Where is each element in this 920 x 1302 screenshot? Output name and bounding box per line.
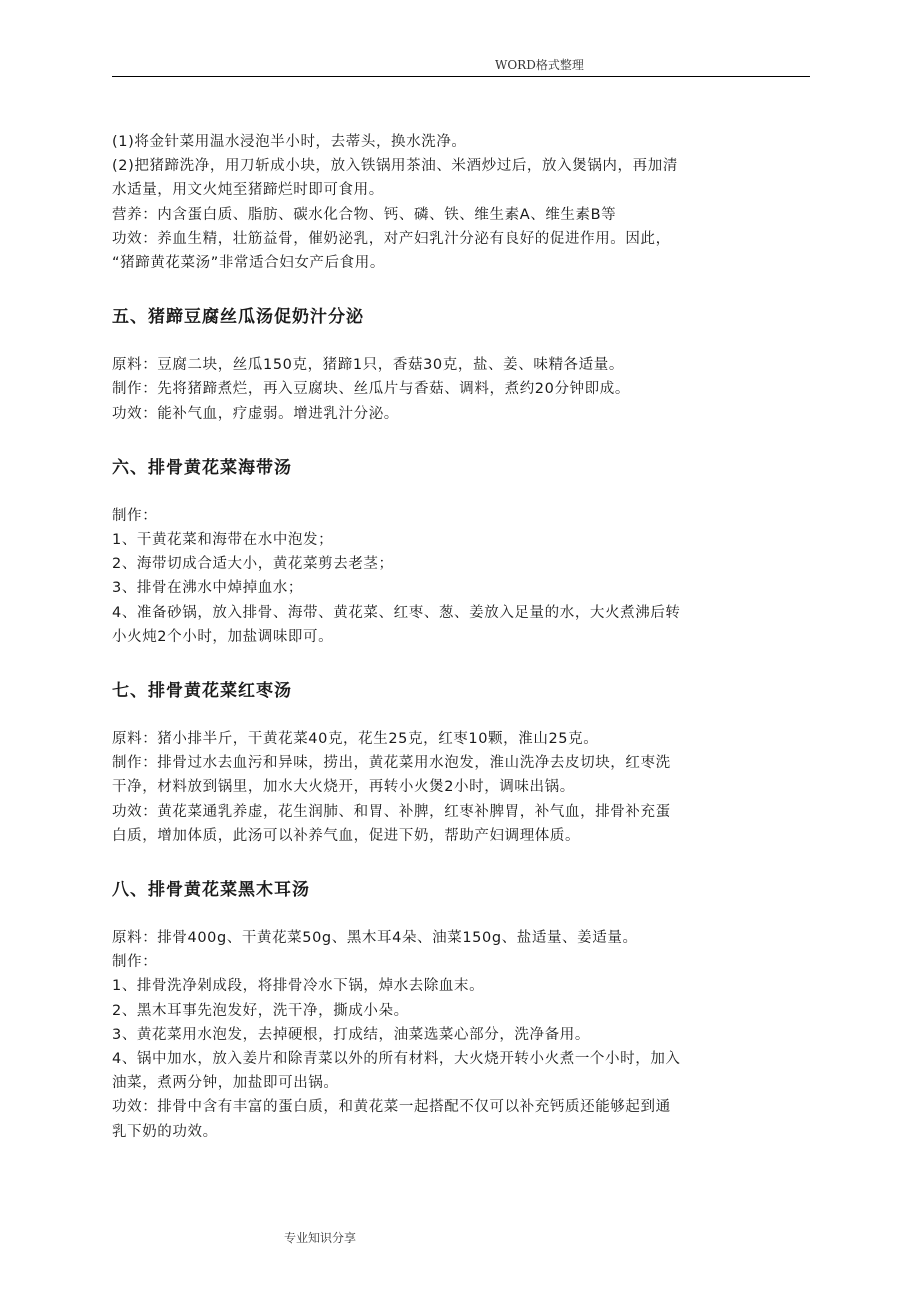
section-line: 4、锅中加水，放入姜片和除青菜以外的所有材料，大火烧开转小火煮一个小时，加入: [112, 1051, 681, 1068]
section-line: 原料：排骨400g、干黄花菜50g、黑木耳4朵、油菜150g、盐适量、姜适量。: [112, 930, 638, 947]
section-line: 制作：排骨过水去血污和异味，捞出，黄花菜用水泡发，淮山洗净去皮切块，红枣洗: [112, 755, 671, 772]
section-line: 2、黑木耳事先泡发好，洗干净，撕成小朵。: [112, 1002, 409, 1019]
intro-line: (2)把猪蹄洗净，用刀斩成小块，放入铁锅用茶油、米酒炒过后，放入煲锅内，再加清: [112, 158, 678, 175]
section-line: 制作：: [112, 507, 158, 524]
section-body: [112, 353, 810, 426]
section-body: [112, 727, 810, 848]
section-line: 3、黄花菜用水泡发，去掉硬根，打成结，油菜选菜心部分，洗净备用。: [112, 1026, 590, 1043]
section-line: 制作：: [112, 954, 158, 971]
intro-line: 水适量，用文火炖至猪蹄烂时即可食用。: [112, 182, 384, 199]
section-line: 制作：先将猪蹄煮烂，再入豆腐块、丝瓜片与香菇、调料，煮约20分钟即成。: [112, 381, 630, 398]
section-line: 原料：猪小排半斤，干黄花菜40克，花生25克，红枣10颗，淮山25克。: [112, 731, 599, 748]
document-body: [112, 130, 810, 1144]
intro-line: 功效：养血生精，壮筋益骨，催奶泌乳，对产妇乳汁分泌有良好的促进作用。因此，: [112, 230, 671, 247]
section-line: 1、干黄花菜和海带在水中泡发；: [112, 532, 334, 549]
section-line: 原料：豆腐二块，丝瓜150克，猪蹄1只，香菇30克，盐、姜、味精各适量。: [112, 357, 624, 374]
section-heading: 七、排骨黄花菜红枣汤: [112, 681, 292, 702]
page-footer: 专业知识分享: [284, 1231, 357, 1245]
section-heading: 六、排骨黄花菜海带汤: [112, 457, 292, 478]
intro-line: “猪蹄黄花菜汤”非常适合妇女产后食用。: [112, 255, 385, 272]
header-text: WORD格式整理: [495, 58, 584, 72]
page-header: [112, 54, 810, 77]
section-body: [112, 926, 810, 1144]
intro-line: (1)将金针菜用温水浸泡半小时，去蒂头，换水洗净。: [112, 134, 467, 150]
section-line: 白质，增加体质，此汤可以补养气血，促进下奶，帮助产妇调理体质。: [112, 827, 581, 844]
section-line: 3、排骨在沸水中焯掉血水；: [112, 580, 304, 597]
section-heading: 五、猪蹄豆腐丝瓜汤促奶汁分泌: [112, 307, 364, 328]
intro-block: [112, 130, 810, 275]
section-line: 功效：能补气血，疗虚弱。增进乳汁分泌。: [112, 405, 399, 422]
section-line: 乳下奶的功效。: [112, 1123, 218, 1140]
section-line: 小火炖2个小时，加盐调味即可。: [112, 628, 334, 645]
intro-line: 营养：内含蛋白质、脂肪、碳水化合物、钙、磷、铁、维生素A、维生素B等: [112, 206, 617, 223]
section-line: 干净，材料放到锅里，加水大火烧开，再转小火煲2小时，调味出锅。: [112, 779, 575, 796]
section-line: 4、准备砂锅，放入排骨、海带、黄花菜、红枣、葱、姜放入足量的水，大火煮沸后转: [112, 604, 681, 621]
section-line: 1、排骨洗净剁成段，将排骨冷水下锅，焯水去除血末。: [112, 978, 485, 995]
section-line: 2、海带切成合适大小，黄花菜剪去老茎；: [112, 556, 394, 573]
section-line: 功效：黄花菜通乳养虚，花生润肺、和胃、补脾，红枣补脾胃，补气血，排骨补充蛋: [112, 803, 671, 820]
section-line: 油菜，煮两分钟，加盐即可出锅。: [112, 1075, 339, 1092]
section-heading: 八、排骨黄花菜黑木耳汤: [112, 880, 310, 901]
section-body: [112, 504, 810, 649]
section-line: 功效：排骨中含有丰富的蛋白质，和黄花菜一起搭配不仅可以补充钙质还能够起到通: [112, 1099, 671, 1116]
